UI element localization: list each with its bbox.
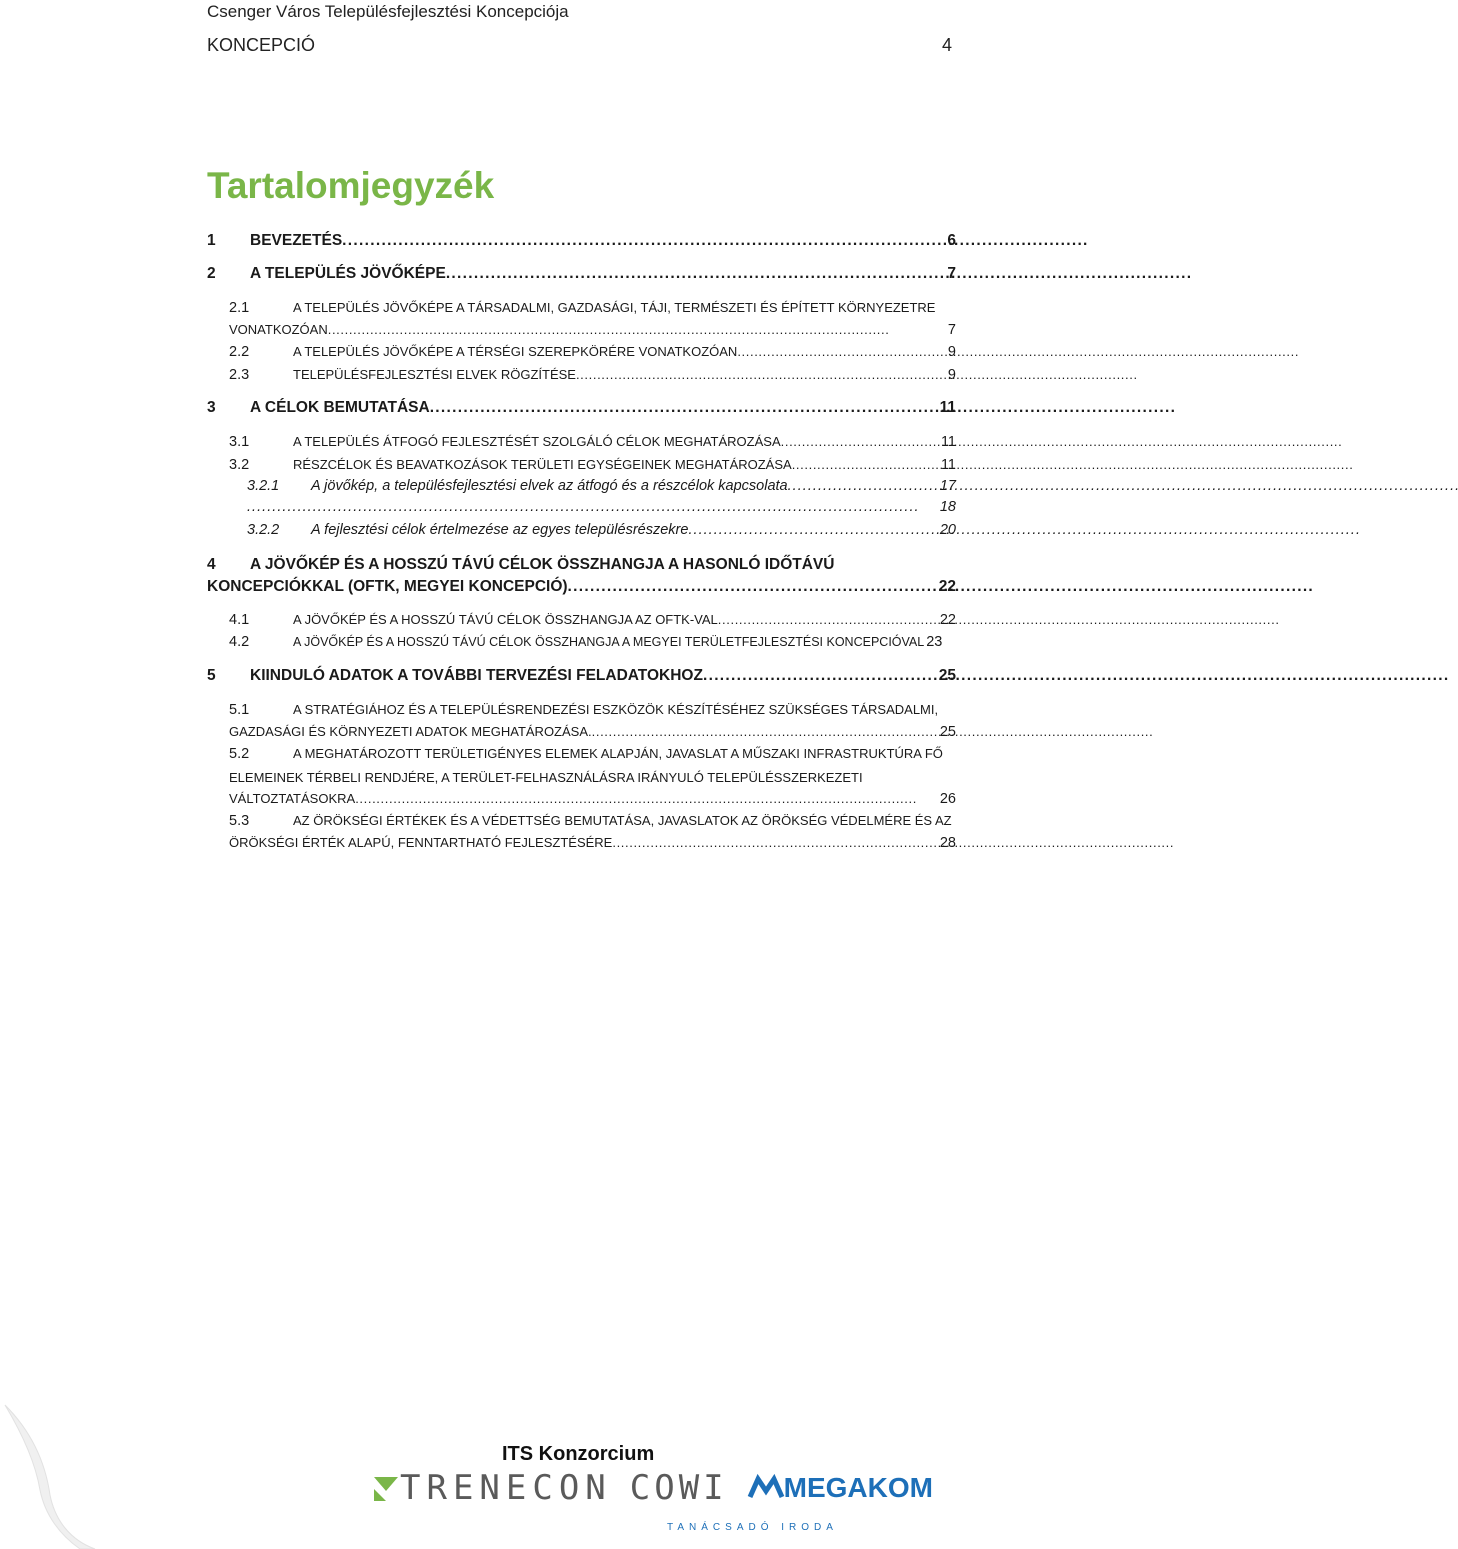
dot-leader [355,789,938,808]
entry-text-line: ELEMEINEK TÉRBELI RENDJÉRE, A TERÜLET-FELHASZNÁLÁSRA IRÁNYULÓ TELEPÜLÉSSZERKEZETI [229,770,863,785]
entry-number: 3.2.2 [247,522,280,538]
entry-page: 25 [939,724,956,740]
megakom-logo-text: MEGAKOM [783,1472,933,1503]
dot-leader [328,320,946,339]
entry-text: ÖRÖKSÉGI ÉRTÉK ALAPÚ, FENNTARTHATÓ FEJLESZTÉSÉRE [229,835,613,850]
toc-entry-2-1[interactable] [229,320,956,340]
entry-number: 5.1 [229,702,250,718]
entry-text-line: A JÖVŐKÉP ÉS A HOSSZÚ TÁVÚ CÉLOK ÖSSZHANGJA A HASONLÓ IDŐTÁVÚ [250,556,835,573]
entry-text: A JÖVŐKÉP ÉS A HOSSZÚ TÁVÚ CÉLOK ÖSSZHANGJA A MEGYEI TERÜLETFEJLESZTÉSI KONCEPCIÓVAL [293,635,925,649]
toc-entry-2-1-line1[interactable] [229,298,935,318]
dot-leader [446,264,946,283]
entry-page: 11 [940,434,956,450]
dot-leader [703,666,937,685]
section-name: KONCEPCIÓ [207,35,316,55]
entry-page: 9 [947,344,956,360]
entry-page: 22 [938,578,956,595]
toc-entry-4[interactable] [207,577,956,596]
partner-logos [372,1468,933,1508]
dot-leader [718,610,938,629]
toc-entry-1[interactable] [207,231,956,250]
entry-text: KONCEPCIÓKKAL (OFTK, MEGYEI KONCEPCIÓ) [207,578,568,595]
entry-text-line: AZ ÖRÖKSÉGI ÉRTÉKEK ÉS A VÉDETTSÉG BEMUTATÁSA, JAVASLATOK AZ ÖRÖKSÉG VÉDELMÉRE ÉS AZ [293,813,952,828]
entry-page: 7 [947,322,956,338]
consortium-label: ITS Konzorcium [502,1443,655,1465]
entry-text: A CÉLOK BEMUTATÁSA [250,399,430,416]
toc-entry-4-2[interactable] [229,633,956,652]
entry-text-line: A STRATÉGIÁHOZ ÉS A TELEPÜLÉSRENDEZÉSI ESZKÖZÖK KÉSZÍTÉSÉHEZ SZÜKSÉGES TÁRSADALMI, [293,702,939,717]
toc-entry-3[interactable] [207,398,956,417]
entry-text: TELEPÜLÉSFEJLESZTÉSI ELVEK RÖGZÍTÉSE [293,367,576,382]
toc-entry-5-3[interactable] [229,833,956,853]
entry-page: 23 [926,634,943,650]
toc-title: Tartalomjegyzék [207,165,495,206]
dot-leader [612,833,938,852]
dot-leader [247,498,938,517]
entry-text-line: A MEGHATÁROZOTT TERÜLETIGÉNYES ELEMEK ALAPJÁN, JAVASLAT A MŰSZAKI INFRASTRUKTÚRA FŐ [293,746,943,761]
entry-number: 3.1 [229,434,250,450]
entry-page: 9 [947,367,956,383]
entry-number: 3 [207,399,216,416]
entry-number: 4.1 [229,612,250,628]
dot-leader [688,521,937,540]
dot-leader [737,342,946,361]
dot-leader [592,722,938,741]
toc-entry-3-2-1-overflow[interactable] [247,498,956,517]
entry-number: 3.2.1 [247,478,280,494]
toc-entry-2[interactable] [207,264,956,283]
entry-page: 26 [939,791,956,807]
toc-entry-5-2-line2[interactable] [229,768,863,787]
toc-entry-3-2-1[interactable] [247,477,956,496]
entry-page: 20 [939,522,956,538]
toc-entry-2-2[interactable] [229,342,956,362]
entry-number: 5.2 [229,746,250,762]
entry-text: KIINDULÓ ADATOK A TOVÁBBI TERVEZÉSI FELADATOKHOZ [250,667,703,684]
entry-text: A fejlesztési célok értelmezése az egyes településrészekre [311,522,689,538]
dot-leader [576,365,946,384]
entry-text: A TELEPÜLÉS ÁTFOGÓ FEJLESZTÉSÉT SZOLGÁLÓ CÉLOK MEGHATÁROZÁSA [293,434,781,449]
entry-number: 3.2 [229,457,250,473]
entry-page: 25 [938,667,956,684]
entry-text: A TELEPÜLÉS JÖVŐKÉPE [250,265,446,282]
entry-number: 2.2 [229,344,250,360]
toc-entry-3-2-2[interactable] [247,521,956,540]
entry-page: 6 [947,232,956,249]
entry-page: 18 [939,499,956,515]
entry-page: 17 [939,478,956,494]
toc-entry-5-2[interactable] [229,789,956,809]
entry-number: 2 [207,265,216,282]
entry-text: VÁLTOZTATÁSOKRA [229,791,356,806]
page-number: 4 [941,35,952,55]
entry-text: A TELEPÜLÉS JÖVŐKÉPE A TÉRSÉGI SZEREPKÖRÉRE VONATKOZÓAN [293,344,738,359]
entry-page: 11 [939,399,956,416]
entry-number: 5 [207,667,216,684]
megakom-logo [748,1472,933,1504]
entry-page: 11 [940,457,956,473]
cowi-logo: COWI [629,1468,728,1508]
toc-entry-2-3[interactable] [229,365,956,385]
dot-leader [792,455,939,474]
entry-text: VONATKOZÓAN [229,322,328,337]
dot-leader [342,231,945,250]
trenecon-logo: TRENECON [400,1468,612,1508]
dot-leader [788,477,938,496]
megakom-mark-icon [748,1473,784,1503]
entry-number: 5.3 [229,813,250,829]
entry-text: GAZDASÁGI ÉS KÖRNYEZETI ADATOK MEGHATÁROZÁSA. [229,724,592,739]
entry-text: A JÖVŐKÉP ÉS A HOSSZÚ TÁVÚ CÉLOK ÖSSZHANGJA AZ OFTK-VAL [293,612,718,627]
entry-text: RÉSZCÉLOK ÉS BEAVATKOZÁSOK TERÜLETI EGYSÉGEINEK MEGHATÁROZÁSA [293,457,792,472]
document-title: Csenger Város Településfejlesztési Koncepciója [207,2,569,21]
dot-leader [781,432,939,451]
toc-entry-3-2[interactable] [229,455,956,475]
dot-leader [568,577,937,596]
entry-page: 22 [939,612,956,628]
entry-number: 1 [207,232,216,249]
entry-text-line: A TELEPÜLÉS JÖVŐKÉPE A TÁRSADALMI, GAZDASÁGI, TÁJI, TERMÉSZETI ÉS ÉPÍTETT KÖRNYEZETRE [293,300,936,315]
entry-number: 2.3 [229,367,250,383]
entry-text: BEVEZETÉS [250,232,343,249]
bird-watermark-icon [0,1400,110,1549]
entry-number: 4 [207,556,216,573]
toc-entry-5-2-line1[interactable] [229,744,943,764]
entry-text: A jövőkép, a településfejlesztési elvek az átfogó és a részcélok kapcsolata [311,478,788,494]
toc-entry-5-1[interactable] [229,722,956,742]
toc-entry-3-1[interactable] [229,432,956,452]
entry-page: 7 [947,265,956,282]
toc-entry-5[interactable] [207,666,956,685]
entry-number: 4.2 [229,634,250,650]
toc-entry-4-1[interactable] [229,610,956,630]
trenecon-mark-icon [372,1473,400,1503]
toc-entry-4-line1[interactable] [207,555,834,574]
toc-entry-5-3-line1[interactable] [229,811,952,831]
megakom-subtitle: TANÁCSADÓ IRODA [667,1522,838,1533]
dot-leader [430,398,938,417]
entry-number: 2.1 [229,300,250,316]
toc-entry-5-1-line1[interactable] [229,700,938,720]
entry-page: 28 [939,835,956,851]
